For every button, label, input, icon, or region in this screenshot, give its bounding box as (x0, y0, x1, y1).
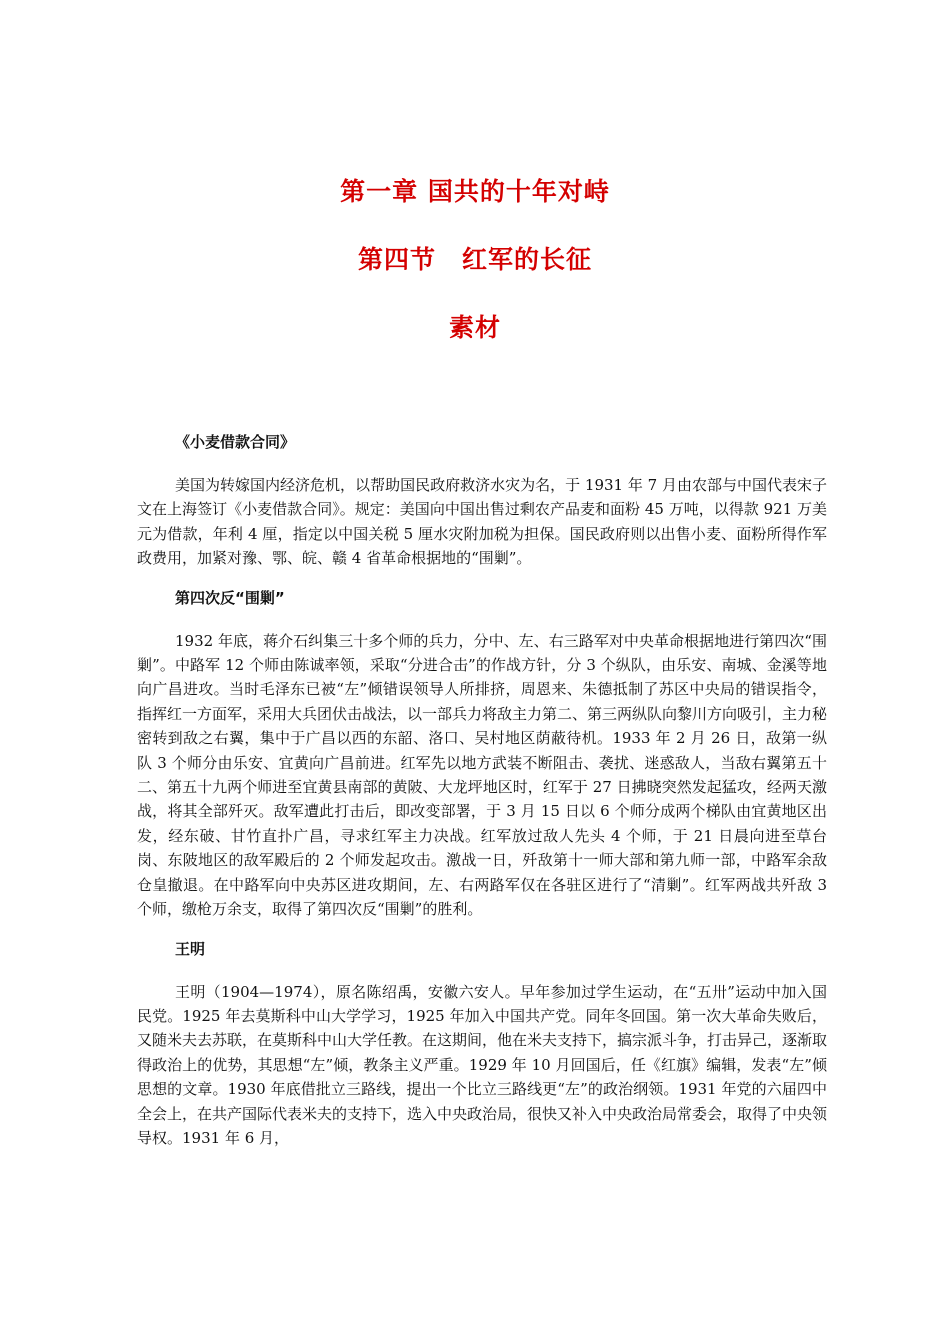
section-paragraph: 王明（1904—1974），原名陈绍禹，安徽六安人。早年参加过学生运动，在“五卅”运动中加入国民党。1925 年去莫斯科中山大学学习，1925 年加入中国共产党。同年冬回国。第一次大革命失败后，又随米夫去苏联，在莫斯科中山大学任教。在这期间，他在米夫支持下，搞宗派斗争，打击异己，逐渐取得政治上的优势，其思想“左”倾，教条主义严重。1929 年 10 月回国后，任《红旗》编辑，发表“左”倾思想的文章。1930 年底借批立三路线，提出一个比立三路线更“左”的政治纲领。1931 年党的六届四中全会上，在共产国际代表米夫的支持下，选入中央政治局，很快又补入中央政治局常委会，取得了中央领导权。1931 年 6 月， (137, 982, 828, 1147)
section-paragraph: 美国为转嫁国内经济危机，以帮助国民政府救济水灾为名，于 1931 年 7 月由农部与中国代表宋子文在上海签订《小麦借款合同》。规定：美国向中国出售过剩农产品麦和面粉 45 万吨，以得款 921 万美元为借款，年利 4 厘，指定以中国关税 5 厘水灾附加税为担保。国民政府则以出售小麦、面粉所得作军政费用，加紧对豫、鄂、皖、赣 4 省革命根据地的“围剿”。 (137, 476, 827, 568)
section-paragraph: 1932 年底，蒋介石纠集三十多个师的兵力，分中、左、右三路军对中央革命根据地进行第四次“围剿”。中路军 12 个师由陈诚率领，采取“分进合击”的作战方针，分 3 个纵队，由乐安、南城、金溪等地向广昌进攻。当时毛泽东已被“左”倾错误领导人所排挤，周恩来、朱德抵制了苏区中央局的错误指令，指挥红一方面军，采用大兵团伏击战法，以一部兵力将敌主力第二、第三两纵队向黎川方向吸引，主力秘密转到敌之右翼，集中于广昌以西的东韶、洛口、吴村地区荫蔽待机。1933 年 2 月 26 日，敌第一纵队 3 个师分由乐安、宜黄向广昌前进。红军先以地方武装不断阻击、袭扰、迷惑敌人，当敌右翼第五十二、第五十九两个师进至宜黄县南部的黄陂、大龙坪地区时，红军于 27 日拂晓突然发起猛攻，经两天激战，将其全部歼灭。敌军遭此打击后，即改变部署，于 3 月 15 日以 6 个师分成两个梯队由宜黄地区出发，经东破、甘竹直扑广昌，寻求红军主力决战。红军放过敌人先头 4 个师，于 21 日晨向进至草台岗、东陂地区的敌军殿后的 2 个师发起攻击。激战一日，歼敌第十一师大部和第九师一部，中路军余敌仓皇撤退。在中路军向中央苏区进攻期间，左、右两路军仅在各驻区进行了“清剿”。红军两战共歼敌 3 个师，缴枪万余支，取得了第四次反“围剿”的胜利。 (137, 631, 828, 919)
section-heading: 《小麦借款合同》 (175, 433, 296, 451)
section-title: 第四节 红军的长征 (357, 245, 592, 274)
chapter-title: 第一章 国共的十年对峙 (340, 177, 610, 206)
section-heading: 第四次反“围剿” (175, 588, 285, 607)
title-block (0, 170, 950, 374)
material-title: 素材 (448, 313, 501, 342)
document-body (137, 430, 827, 1165)
section-heading: 王明 (175, 939, 206, 958)
